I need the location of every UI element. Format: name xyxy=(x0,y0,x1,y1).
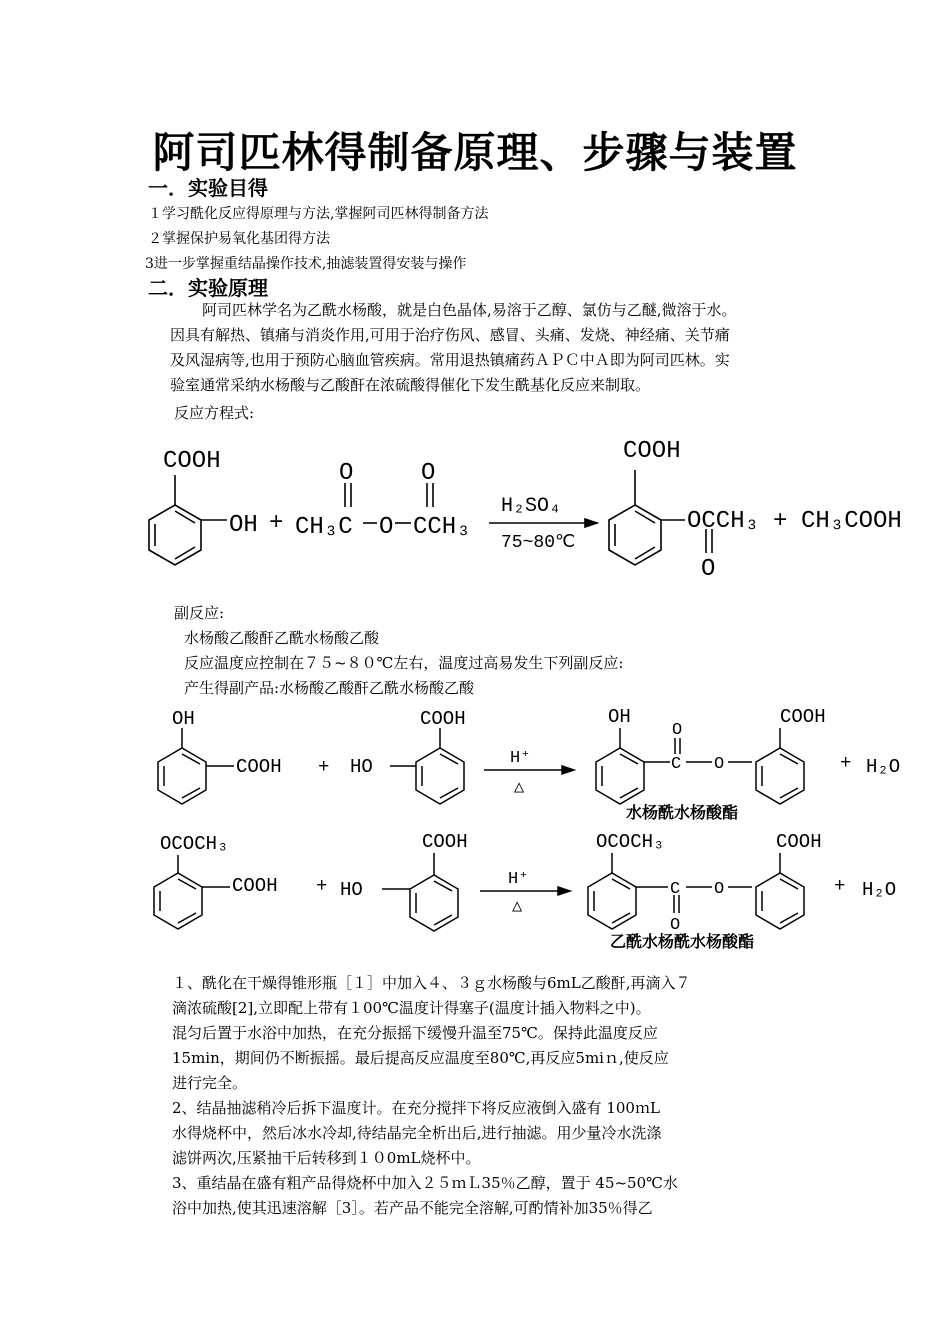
label-oh: OH xyxy=(172,708,195,730)
procedure-line: 混匀后置于水浴中加热，在充分振摇下缓慢升温至75℃。保持此温度反应 xyxy=(172,1024,658,1042)
label-cooh: COOH xyxy=(776,831,822,853)
section-heading-principle: 二．实验原理 xyxy=(148,276,268,300)
section-heading-objectives: 一．实验目得 xyxy=(148,176,268,200)
label-ococh3: OCOCH₃ xyxy=(160,833,229,855)
procedure-line: 2、结晶抽滤稍冷后拆下温度计。在充分搅拌下将反应液倒入盛有 100ｍL xyxy=(172,1099,660,1117)
main-reaction-diagram xyxy=(145,425,935,585)
label-plus: + xyxy=(269,510,284,537)
side-reaction-2-diagram xyxy=(150,825,930,955)
benzene-ring xyxy=(596,748,644,804)
label-oh: OH xyxy=(608,706,631,728)
procedure-line: １、酰化在干燥得锥形瓶［１］中加入４、３ｇ水杨酸与6mL乙酸酐,再滴入７ xyxy=(172,974,691,992)
label-plus: + xyxy=(773,508,788,535)
procedure-paragraph xyxy=(172,971,832,1221)
label-oh: OH xyxy=(229,512,258,539)
label-cch3: CCH₃ xyxy=(413,514,471,541)
label-carbonyl-o: O xyxy=(421,460,436,487)
side-line-2: 反应温度应控制在７５~８０℃左右，温度过高易发生下列副反应: xyxy=(184,654,624,672)
label-c: C xyxy=(670,880,681,899)
label-water: H₂O xyxy=(866,756,901,778)
label-cooh: COOH xyxy=(420,708,466,730)
benzene-ring xyxy=(609,505,661,565)
label-ococh3: OCOCH₃ xyxy=(596,831,665,853)
label-plus: + xyxy=(318,756,330,778)
label-plus: + xyxy=(834,875,846,897)
benzene-ring xyxy=(154,873,202,929)
principle-line: 因具有解热、镇痛与消炎作用,可用于治疗伤风、感冒、头痛、发烧、神经痛、关节痛 xyxy=(170,326,730,344)
label-bridge-o: O xyxy=(714,755,725,774)
principle-line: 阿司匹林学名为乙酰水杨酸，就是白色晶体,易溶于乙醇、氯仿与乙醚,微溶于水。 xyxy=(202,301,737,319)
page-title: 阿司匹林得制备原理、步骤与装置 xyxy=(152,128,798,177)
label-cooh: COOH xyxy=(232,875,278,897)
label-bridge-o: O xyxy=(379,514,394,541)
product-name-1: 水杨酰水杨酸酯 xyxy=(626,803,739,822)
principle-paragraph xyxy=(170,298,830,398)
procedure-line: 15min，期间仍不断振摇。最后提高反应温度至80℃,再反应5miｎ,使反应 xyxy=(172,1049,669,1067)
label-plus: + xyxy=(316,875,328,897)
label-ch3c: CH₃C xyxy=(295,514,353,541)
label-cooh: COOH xyxy=(236,756,282,778)
equation-label: 反应方程式: xyxy=(174,404,255,422)
procedure-line: 水得烧杯中，然后冰水冷却,待结晶完全析出后,进行抽滤。用少量冷水洗涤 xyxy=(172,1124,662,1142)
benzene-ring xyxy=(416,748,464,804)
procedure-line: 进行完全。 xyxy=(172,1074,248,1092)
label-ho: HO xyxy=(340,879,363,901)
side-reaction-1-diagram xyxy=(150,700,930,825)
benzene-ring xyxy=(158,748,206,804)
benzene-ring xyxy=(756,873,804,929)
label-cooh: COOH xyxy=(780,706,826,728)
procedure-line: 滤饼两次,压紧抽干后转移到１０0mL烧杯中。 xyxy=(172,1149,481,1167)
label-water: H₂O xyxy=(862,879,897,901)
side-line-3: 产生得副产品:水杨酸乙酸酐乙酰水杨酸乙酸 xyxy=(184,679,475,697)
procedure-line: 浴中加热,使其迅速溶解［3］。若产品不能完全溶解,可酌情补加35％得乙 xyxy=(172,1199,653,1217)
side-reaction-label: 副反应: xyxy=(174,604,225,622)
label-acetic-acid: CH₃COOH xyxy=(801,508,902,535)
label-c: C xyxy=(671,755,682,774)
procedure-line: 滴浓硫酸[2],立即配上带有１00℃温度计得塞子(温度计插入物料之中)。 xyxy=(172,999,651,1017)
objective-3: 3进一步掌握重结晶操作技术,抽滤装置得安装与操作 xyxy=(145,256,467,272)
label-carbonyl-o: O xyxy=(701,556,716,583)
label-carbonyl-o: O xyxy=(670,916,681,935)
label-cooh: COOH xyxy=(623,438,681,465)
benzene-ring xyxy=(410,875,458,931)
procedure-line: 3、重结晶在盛有粗产品得烧杯中加入２５ｍＬ35％乙醇，置于 45~50℃水 xyxy=(172,1174,678,1192)
benzene-ring xyxy=(588,873,636,929)
label-plus: + xyxy=(840,752,852,774)
label-catalyst: H₂SO₄ xyxy=(501,495,562,518)
label-occh3: OCCH₃ xyxy=(687,508,760,535)
principle-line: 验室通常采纳水杨酸与乙酸酐在浓硫酸得催化下发生酰基化反应来制取。 xyxy=(170,376,651,394)
label-heat: △ xyxy=(514,779,525,798)
benzene-ring xyxy=(756,748,804,804)
label-carbonyl-o: O xyxy=(672,721,683,740)
label-cooh: COOH xyxy=(163,448,221,475)
label-heat: △ xyxy=(512,898,523,917)
benzene-ring xyxy=(149,505,201,565)
side-line-1: 水杨酸乙酸酐乙酰水杨酸乙酸 xyxy=(184,629,380,647)
objective-1: １学习酰化反应得原理与方法,掌握阿司匹林得制备方法 xyxy=(148,206,489,222)
label-cooh: COOH xyxy=(422,831,468,853)
product-name-2: 乙酰水杨酰水杨酸酯 xyxy=(610,932,755,951)
label-catalyst: H⁺ xyxy=(508,870,529,889)
label-catalyst: H⁺ xyxy=(510,749,531,768)
label-temperature: 75~80℃ xyxy=(501,533,576,553)
objective-2: ２掌握保护易氧化基团得方法 xyxy=(148,231,330,247)
label-carbonyl-o: O xyxy=(339,460,354,487)
principle-line: 及风湿病等,也用于预防心脑血管疾病。常用退热镇痛药ＡＰＣ中Ａ即为阿司匹林。实 xyxy=(170,351,730,369)
label-ho: HO xyxy=(350,756,373,778)
label-bridge-o: O xyxy=(714,880,725,899)
